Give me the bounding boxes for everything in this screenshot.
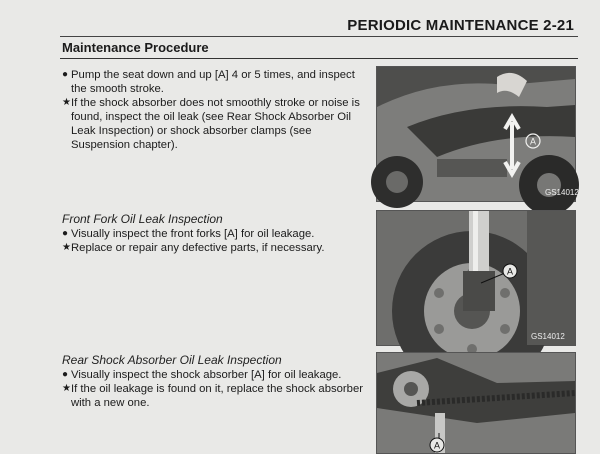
item-text: Pump the seat down and up [A] 4 or 5 times, and inspect the smooth stroke. (71, 69, 355, 95)
star-marker: ★ (62, 383, 71, 394)
figure-callout: A (529, 136, 537, 147)
figure-front-fork-illustration (377, 211, 575, 345)
figure-front-fork (376, 210, 576, 346)
figure-ref: GS14012 (545, 188, 579, 197)
section-rule (60, 58, 578, 59)
item-text: Visually inspect the shock absorber [A] for oil leakage. (71, 369, 342, 381)
bullet-marker: ● (62, 369, 69, 380)
figure-rear-shock-illustration (377, 353, 575, 453)
star-marker: ★ (62, 242, 71, 253)
figure-callout: A (433, 440, 441, 451)
figure-ref: GS14012 (531, 332, 565, 341)
figure-seat-pump (376, 66, 579, 202)
item-text: Replace or repair any defective parts, if necessary. (71, 242, 325, 254)
procedure-block-seat (62, 68, 368, 152)
figure-rear-shock (376, 352, 576, 454)
procedure-block-front-fork (62, 212, 368, 255)
bullet-marker: ● (62, 69, 69, 80)
list-item (62, 227, 368, 241)
item-text: If the shock absorber does not smoothly stroke or noise is found, inspect the oil leak (see Rear Shock Absorber Oil Leak Inspection) or shock absorber clamps (see Suspension chapter). (71, 97, 360, 151)
list-item (62, 68, 368, 96)
section-title: Maintenance Procedure (62, 40, 209, 55)
item-text: Visually inspect the front forks [A] for oil leakage. (71, 228, 315, 240)
figure-callout: A (506, 266, 514, 277)
figure-seat-pump-illustration (377, 67, 579, 201)
list-item (62, 241, 368, 255)
subsection-heading: Front Fork Oil Leak Inspection (62, 212, 223, 226)
list-item (62, 368, 368, 382)
item-text: If the oil leakage is found on it, replace the shock absorber with a new one. (71, 383, 364, 409)
list-item (62, 96, 368, 152)
header-rule (60, 36, 578, 37)
procedure-block-rear-shock (62, 353, 368, 410)
running-head: PERIODIC MAINTENANCE 2-21 (347, 17, 574, 34)
list-item (62, 382, 368, 410)
bullet-marker: ● (62, 228, 69, 239)
subsection-heading: Rear Shock Absorber Oil Leak Inspection (62, 353, 282, 367)
star-marker: ★ (62, 97, 71, 108)
